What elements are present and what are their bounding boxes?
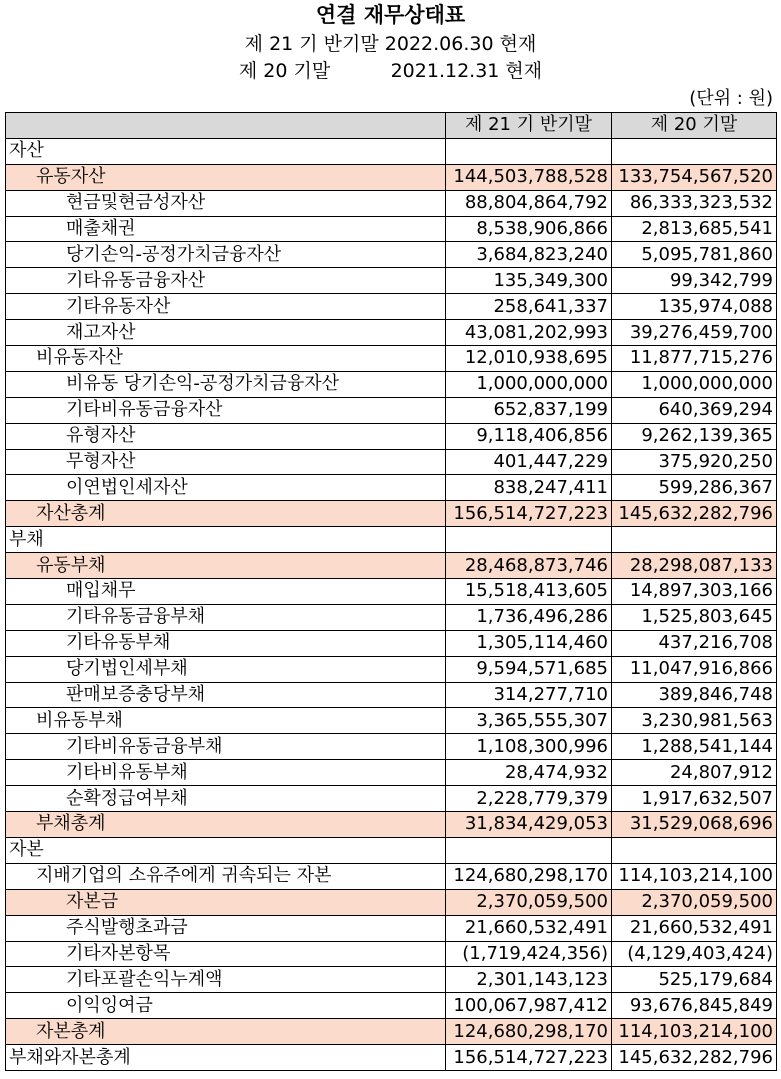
value-current: [446, 837, 612, 863]
value-previous: 525,179,684: [612, 967, 777, 993]
row-label: 부채총계: [6, 812, 446, 838]
table-row: [6, 371, 777, 397]
row-label: 매입채무: [6, 579, 446, 605]
value-previous: 31,529,068,696: [612, 812, 777, 838]
table-row: [6, 993, 777, 1019]
value-current: 652,837,199: [446, 397, 612, 423]
value-previous: 599,286,367: [612, 475, 777, 501]
table-row: [6, 786, 777, 812]
row-label: 이익잉여금: [6, 993, 446, 1019]
table-row: [6, 164, 777, 190]
row-label: 기타비유동금융자산: [6, 397, 446, 423]
row-label: 유동자산: [6, 164, 446, 190]
row-label: 이연법인세자산: [6, 475, 446, 501]
row-label: 기타비유동금융부채: [6, 734, 446, 760]
table-row: [6, 216, 777, 242]
value-previous: 1,525,803,645: [612, 604, 777, 630]
value-current: 3,365,555,307: [446, 708, 612, 734]
table-row: [6, 268, 777, 294]
value-previous: 24,807,912: [612, 760, 777, 786]
row-label: 비유동부채: [6, 708, 446, 734]
value-previous: 1,917,632,507: [612, 786, 777, 812]
value-current: 43,081,202,993: [446, 320, 612, 346]
row-label: 기타유동부채: [6, 630, 446, 656]
value-current: 8,538,906,866: [446, 216, 612, 242]
table-row: [6, 941, 777, 967]
value-previous: 1,000,000,000: [612, 371, 777, 397]
value-previous: 145,632,282,796: [612, 501, 777, 527]
value-previous: 9,262,139,365: [612, 423, 777, 449]
value-previous: 14,897,303,166: [612, 579, 777, 605]
column-header-item: [6, 113, 446, 139]
table-row: [6, 630, 777, 656]
table-row: [6, 579, 777, 605]
value-current: 28,474,932: [446, 760, 612, 786]
value-current: 28,468,873,746: [446, 553, 612, 579]
row-label: 자본: [6, 837, 446, 863]
value-previous: 28,298,087,133: [612, 553, 777, 579]
report-title: 연결 재무상태표: [315, 3, 466, 27]
value-current: 156,514,727,223: [446, 501, 612, 527]
table-row: [6, 397, 777, 423]
value-previous: [612, 527, 777, 553]
table-row: [6, 967, 777, 993]
value-previous: 5,095,781,860: [612, 242, 777, 268]
row-label: 자산: [6, 138, 446, 164]
row-label: 비유동 당기손익-공정가치금융자산: [6, 371, 446, 397]
value-previous: 114,103,214,100: [612, 1019, 777, 1045]
table-row: [6, 346, 777, 372]
row-label: 당기법인세부채: [6, 656, 446, 682]
value-current: 156,514,727,223: [446, 1045, 612, 1071]
value-previous: 3,230,981,563: [612, 708, 777, 734]
row-label: 기타유동금융부채: [6, 604, 446, 630]
value-current: 100,067,987,412: [446, 993, 612, 1019]
table-body: [6, 138, 777, 1070]
value-previous: 133,754,567,520: [612, 164, 777, 190]
row-label: 기타비유동부채: [6, 760, 446, 786]
table-row: [6, 449, 777, 475]
row-label: 당기손익-공정가치금융자산: [6, 242, 446, 268]
value-previous: [612, 837, 777, 863]
value-current: 124,680,298,170: [446, 1019, 612, 1045]
value-current: 144,503,788,528: [446, 164, 612, 190]
table-row: [6, 475, 777, 501]
table-row: [6, 889, 777, 915]
table-row: [6, 760, 777, 786]
row-label: 부채와자본총계: [6, 1045, 446, 1071]
row-label: 주식발행초과금: [6, 915, 446, 941]
value-previous: 11,877,715,276: [612, 346, 777, 372]
value-previous: 114,103,214,100: [612, 863, 777, 889]
table-header-row: [6, 113, 777, 139]
table-row: [6, 294, 777, 320]
value-previous: 21,660,532,491: [612, 915, 777, 941]
row-label: 자본금: [6, 889, 446, 915]
value-current: 31,834,429,053: [446, 812, 612, 838]
value-current: 15,518,413,605: [446, 579, 612, 605]
value-current: 1,305,114,460: [446, 630, 612, 656]
value-previous: (4,129,403,424): [612, 941, 777, 967]
table-row: [6, 501, 777, 527]
table-row: [6, 138, 777, 164]
value-current: 88,804,864,792: [446, 190, 612, 216]
value-previous: 437,216,708: [612, 630, 777, 656]
value-previous: 389,846,748: [612, 682, 777, 708]
row-label: 유형자산: [6, 423, 446, 449]
table-row: [6, 812, 777, 838]
period-current: 제 21 기 반기말 2022.06.30 현재: [244, 33, 537, 55]
value-current: [446, 138, 612, 164]
value-current: [446, 527, 612, 553]
table-row: [6, 527, 777, 553]
table-row: [6, 837, 777, 863]
value-previous: 2,370,059,500: [612, 889, 777, 915]
row-label: 자본총계: [6, 1019, 446, 1045]
column-header-previous: 제 20 기말: [612, 113, 777, 139]
value-current: 12,010,938,695: [446, 346, 612, 372]
row-label: 기타자본항목: [6, 941, 446, 967]
row-label: 지배기업의 소유주에게 귀속되는 자본: [6, 863, 446, 889]
value-previous: 39,276,459,700: [612, 320, 777, 346]
value-previous: 99,342,799: [612, 268, 777, 294]
value-current: (1,719,424,356): [446, 941, 612, 967]
table-row: [6, 863, 777, 889]
table-row: [6, 734, 777, 760]
row-label: 재고자산: [6, 320, 446, 346]
row-label: 기타유동자산: [6, 294, 446, 320]
value-previous: 135,974,088: [612, 294, 777, 320]
value-current: 1,000,000,000: [446, 371, 612, 397]
value-current: 314,277,710: [446, 682, 612, 708]
value-previous: [612, 138, 777, 164]
value-current: 2,228,779,379: [446, 786, 612, 812]
value-current: 401,447,229: [446, 449, 612, 475]
row-label: 자산총계: [6, 501, 446, 527]
row-label: 판매보증충당부채: [6, 682, 446, 708]
value-previous: 1,288,541,144: [612, 734, 777, 760]
table-row: [6, 423, 777, 449]
table-row: [6, 553, 777, 579]
balance-sheet-table: [5, 112, 777, 1071]
table-row: [6, 242, 777, 268]
value-current: 258,641,337: [446, 294, 612, 320]
table-row: [6, 708, 777, 734]
value-previous: 640,369,294: [612, 397, 777, 423]
value-previous: 11,047,916,866: [612, 656, 777, 682]
period-previous: 제 20 기말 2021.12.31 현재: [238, 60, 543, 82]
value-current: 1,736,496,286: [446, 604, 612, 630]
value-current: 2,301,143,123: [446, 967, 612, 993]
row-label: 비유동자산: [6, 346, 446, 372]
value-previous: 2,813,685,541: [612, 216, 777, 242]
table-row: [6, 190, 777, 216]
table-row: [6, 320, 777, 346]
row-label: 순확정급여부채: [6, 786, 446, 812]
value-current: 9,594,571,685: [446, 656, 612, 682]
value-current: 3,684,823,240: [446, 242, 612, 268]
value-current: 2,370,059,500: [446, 889, 612, 915]
table-row: [6, 682, 777, 708]
value-previous: 375,920,250: [612, 449, 777, 475]
table-row: [6, 1045, 777, 1071]
column-header-current: 제 21 기 반기말: [446, 113, 612, 139]
row-label: 매출채권: [6, 216, 446, 242]
value-current: 9,118,406,856: [446, 423, 612, 449]
value-previous: 86,333,323,532: [612, 190, 777, 216]
row-label: 유동부채: [6, 553, 446, 579]
value-current: 1,108,300,996: [446, 734, 612, 760]
table-row: [6, 656, 777, 682]
row-label: 기타포괄손익누계액: [6, 967, 446, 993]
table-row: [6, 915, 777, 941]
value-current: 838,247,411: [446, 475, 612, 501]
value-current: 21,660,532,491: [446, 915, 612, 941]
table-row: [6, 604, 777, 630]
row-label: 부채: [6, 527, 446, 553]
unit-label: (단위 : 원): [689, 88, 773, 109]
value-current: 135,349,300: [446, 268, 612, 294]
row-label: 무형자산: [6, 449, 446, 475]
value-previous: 145,632,282,796: [612, 1045, 777, 1071]
row-label: 기타유동금융자산: [6, 268, 446, 294]
table-row: [6, 1019, 777, 1045]
value-current: 124,680,298,170: [446, 863, 612, 889]
row-label: 현금및현금성자산: [6, 190, 446, 216]
value-previous: 93,676,845,849: [612, 993, 777, 1019]
